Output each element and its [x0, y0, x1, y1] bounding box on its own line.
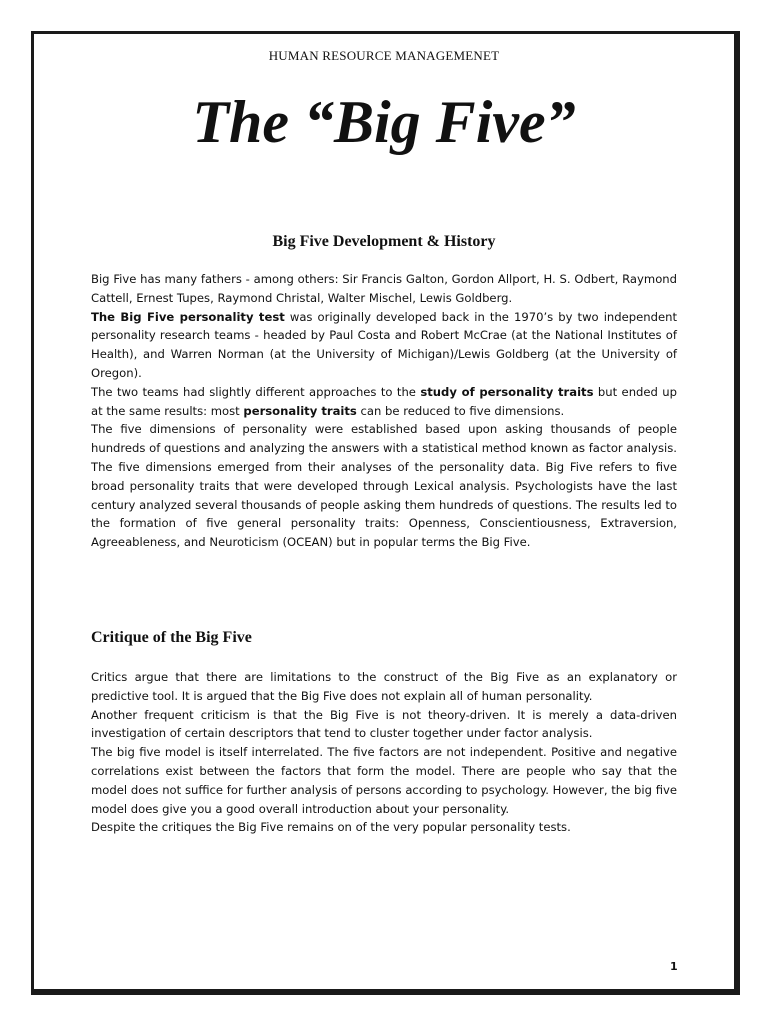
paragraph: The five dimensions of personality were established based upon asking thousands of people hundreds of questions and analyzing the answers with a statistical method known as factor analysis. The five dimensions emerged from their analyses of the personality data. Big Five refers to five broad personality traits that were developed through Lexical analysis. Psychologists have the last century analyzed several thousands of people asking them hundreds of questions. The results led to the formation of five general personality traits: Openness, Conscientiousness, Extraversion, Agreeableness, and Neuroticism (OCEAN) but in popular terms the Big Five. [91, 422, 677, 550]
section-heading-critique: Critique of the Big Five [91, 629, 252, 646]
paragraph: The big five model is itself interrelated. The five factors are not independent. Positive and negative correlations exist between the factors that form the model. There are people who say that the model does not suffice for further analysis of persons according to psychology. However, the big five model does give you a good overall introduction about your personality. [91, 745, 677, 816]
section-body-critique [91, 668, 677, 837]
paragraph: Despite the critiques the Big Five remains on of the very popular personality tests. [91, 820, 571, 835]
running-header: HUMAN RESOURCE MANAGEMENET [268, 48, 500, 63]
section-body-development-history [91, 270, 677, 552]
page-number: 1 [670, 960, 678, 973]
paragraph: The Big Five personality test was originally developed back in the 1970’s by two independent personality research teams - headed by Paul Costa and Robert McCrae (at the National Institutes of Health), and Warren Norman (at the University of Michigan)/Lewis Goldberg (at the University of Oregon). [91, 309, 677, 380]
paragraph: Critics argue that there are limitations to the construct of the Big Five as an explanatory or predictive tool. It is argued that the Big Five does not explain all of human personality. [91, 670, 677, 703]
section-heading-development-history: Big Five Development & History [272, 233, 496, 250]
bold-term: The Big Five personality test [91, 309, 285, 324]
document-title: The “Big Five” [192, 89, 576, 155]
paragraph: The two teams had slightly different approaches to the study of personality traits but ended up at the same results: most personality traits can be reduced to five dimensions. [91, 384, 677, 418]
bold-term: study of personality traits [420, 384, 594, 399]
paragraph: Big Five has many fathers - among others: Sir Francis Galton, Gordon Allport, H. S. Odbert, Raymond Cattell, Ernest Tupes, Raymond Christal, Walter Mischel, Lewis Goldberg. [91, 272, 677, 305]
paragraph: Another frequent criticism is that the Big Five is not theory-driven. It is merely a data-driven investigation of certain descriptors that tend to cluster together under factor analysis. [91, 707, 677, 741]
bold-term: personality traits [243, 403, 357, 418]
